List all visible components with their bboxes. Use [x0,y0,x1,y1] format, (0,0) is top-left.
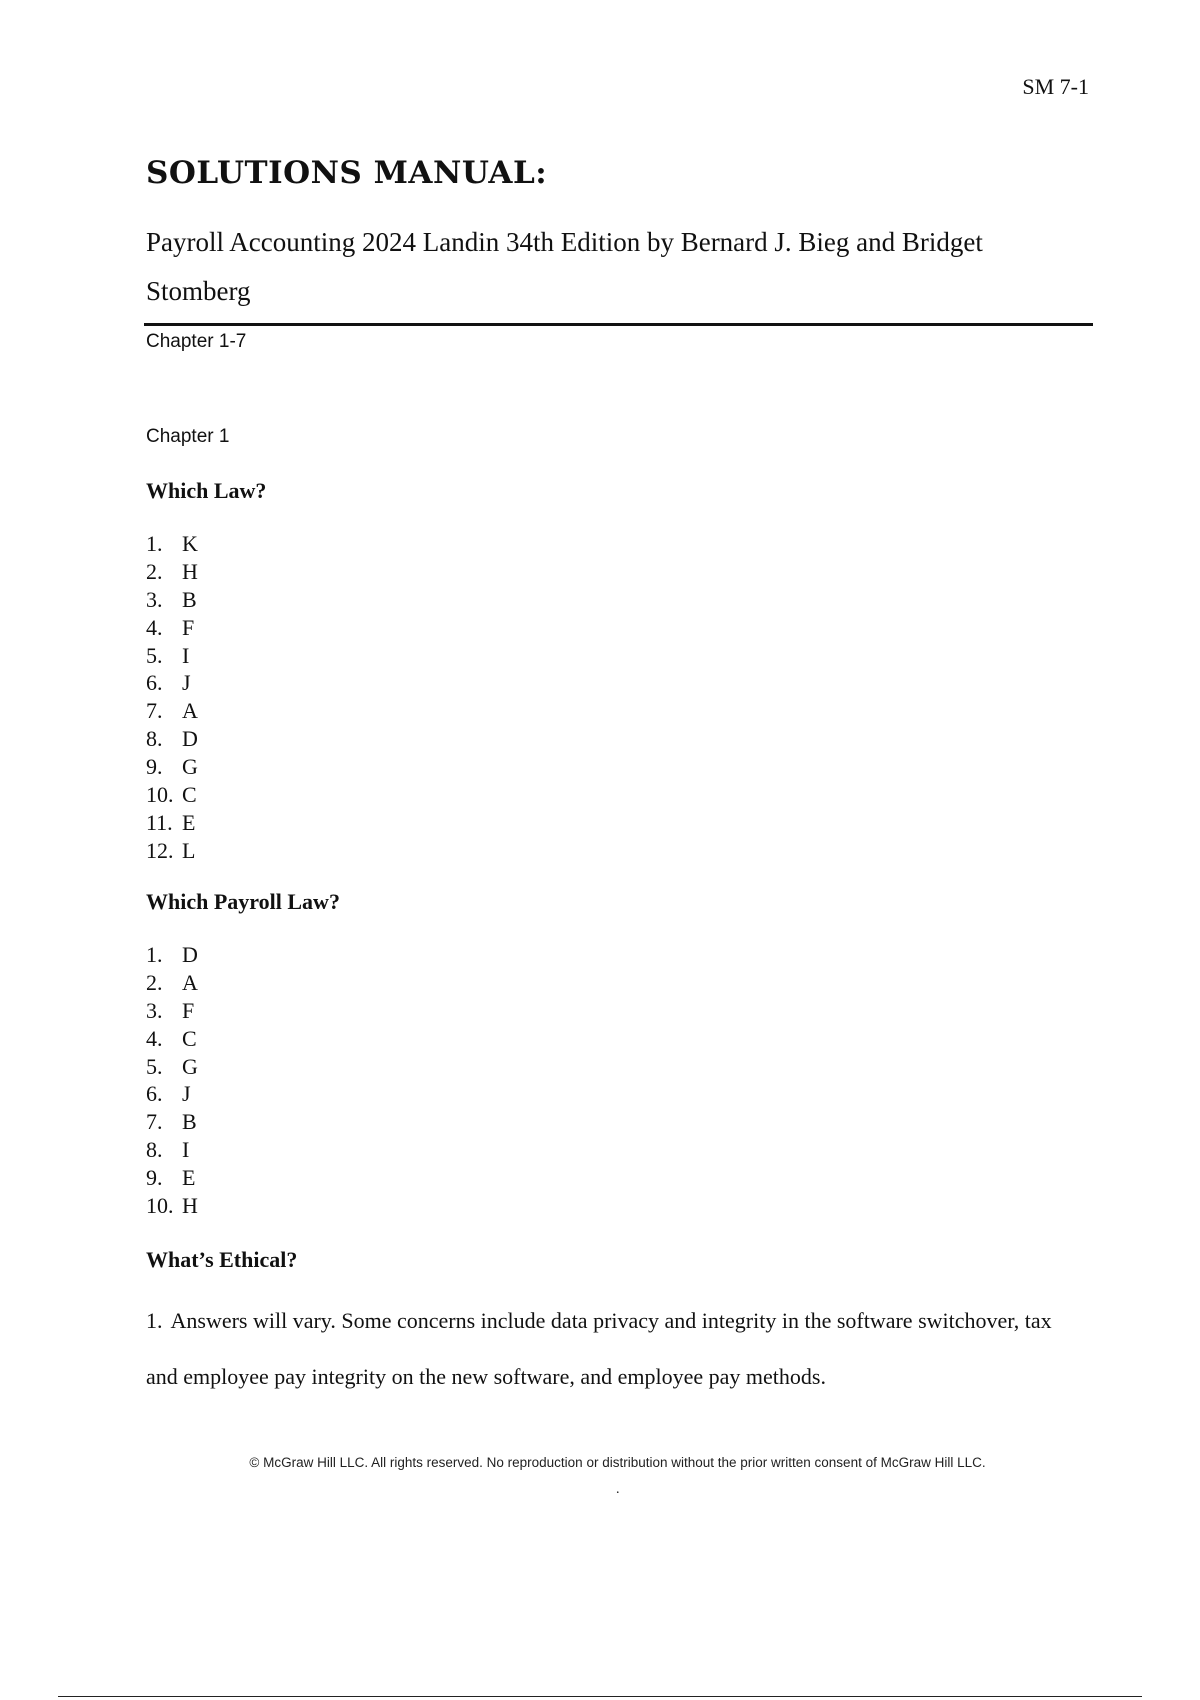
item-answer: Answers will vary. Some concerns include data privacy and integrity in the software switchover, tax and employee pay integrity on the new software, and employee pay methods. [146,1308,1052,1389]
list-item [146,1192,198,1220]
item-number: 2. [146,969,163,995]
list-item [146,558,198,586]
item-answer: F [182,614,195,640]
list-item [146,1164,198,1192]
item-answer: G [182,754,198,780]
item-number: 4. [146,614,163,640]
item-answer: C [182,782,197,808]
item-number: 8. [146,1137,163,1163]
item-number: 3. [146,997,163,1023]
item-number: 11. [146,809,173,835]
item-number: 1. [146,1308,163,1333]
list-item [146,586,198,614]
item-answer: I [182,1137,190,1163]
item-number: 1. [146,531,163,556]
bottom-divider [58,1696,1142,1697]
list-item [146,837,198,865]
list-item [146,1025,198,1053]
item-answer: H [182,558,198,584]
item-number: 3. [146,586,163,612]
list-item [146,1136,198,1164]
list-item [146,1108,198,1136]
list-item [146,997,198,1025]
list-item [146,969,198,997]
item-number: 12. [146,837,174,863]
list-item [146,725,198,753]
item-number: 5. [146,642,163,668]
item-answer: B [182,1109,197,1135]
page-number: SM 7-1 [1022,74,1089,99]
item-answer: I [182,642,190,668]
footer-dot: . [616,1482,620,1497]
item-number: 7. [146,698,163,724]
answer-list-which-law [146,530,198,865]
item-answer: H [182,1193,198,1219]
item-answer: K [182,531,198,556]
item-answer: D [182,942,198,967]
chapter-label: Chapter 1 [146,426,230,447]
ethical-answer [146,1293,1076,1405]
item-number: 9. [146,1165,163,1191]
item-answer: D [182,726,198,752]
item-answer: F [182,997,195,1023]
item-number: 2. [146,558,163,584]
item-number: 8. [146,726,163,752]
header-divider [144,323,1093,326]
list-item [146,642,198,670]
item-number: 4. [146,1025,163,1051]
item-answer: A [182,698,198,724]
section-heading-which-law: Which Law? [146,478,267,503]
item-answer: J [182,1081,191,1107]
copyright-footer: © McGraw Hill LLC. All rights reserved. No reproduction or distribution without the prior written consent of McGraw Hill LLC. [249,1455,986,1470]
item-number: 7. [146,1109,163,1135]
item-number: 10. [146,782,174,808]
list-item [146,669,198,697]
list-item [146,614,198,642]
item-number: 9. [146,754,163,780]
item-number: 5. [146,1053,163,1079]
item-answer: A [182,969,198,995]
section-heading-whats-ethical: What’s Ethical? [146,1247,298,1272]
list-item [146,1053,198,1081]
list-item [146,941,198,969]
answer-list-which-payroll-law [146,941,198,1220]
item-answer: B [182,586,197,612]
list-item [146,781,198,809]
item-number: 1. [146,942,163,967]
item-answer: J [182,670,191,696]
chapter-range-label: Chapter 1-7 [146,331,247,352]
item-number: 6. [146,670,163,696]
item-answer: G [182,1053,198,1079]
list-item [146,697,198,725]
list-item [146,1080,198,1108]
list-item [146,753,198,781]
list-item [146,809,198,837]
list-item [146,530,198,558]
item-answer: E [182,1165,196,1191]
document-subtitle: Payroll Accounting 2024 Landin 34th Edition by Bernard J. Bieg and Bridget Stomberg [146,227,983,306]
item-answer: L [182,837,196,863]
section-heading-which-payroll-law: Which Payroll Law? [146,889,340,914]
item-number: 6. [146,1081,163,1107]
item-answer: C [182,1025,197,1051]
document-title: SOLUTIONS MANUAL: [146,155,548,191]
item-number: 10. [146,1193,174,1219]
item-answer: E [182,809,196,835]
